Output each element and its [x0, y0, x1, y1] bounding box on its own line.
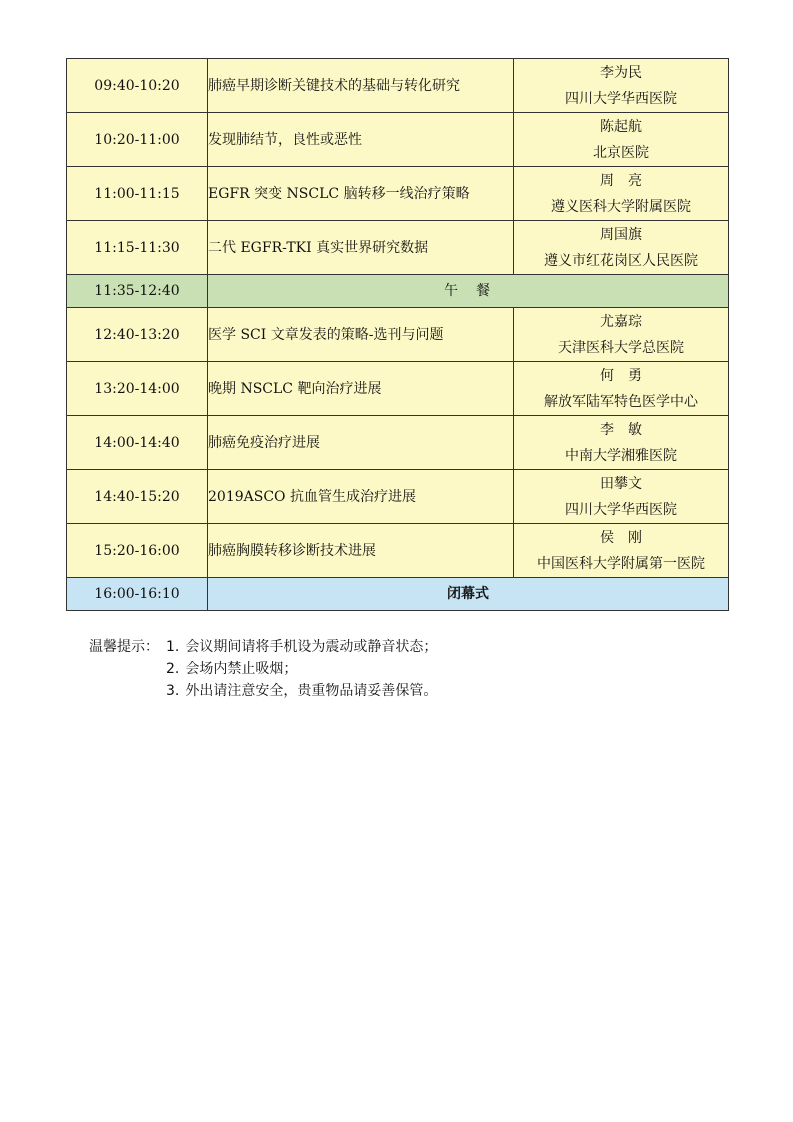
- note-text: 会场内禁止吸烟；: [185, 661, 298, 677]
- speaker-name: 李 敏: [600, 421, 642, 438]
- topic-cell: 二代 EGFR-TKI 真实世界研究数据: [208, 221, 514, 275]
- speaker-organization: 天津医科大学总医院: [558, 339, 684, 356]
- speaker-cell: [514, 167, 729, 221]
- time-cell: 14:00-14:40: [67, 416, 208, 470]
- schedule-row: [67, 167, 729, 221]
- note-text: 会议期间请将手机设为震动或静音状态；: [185, 639, 438, 655]
- speaker-organization: 北京医院: [593, 144, 649, 161]
- speaker-cell: [514, 221, 729, 275]
- speaker-cell: [514, 308, 729, 362]
- time-cell: 15:20-16:00: [67, 524, 208, 578]
- speaker-cell: [514, 113, 729, 167]
- lunch-row: [67, 275, 729, 308]
- topic-cell: 肺癌免疫治疗进展: [208, 416, 514, 470]
- topic-cell: 2019ASCO 抗血管生成治疗进展: [208, 470, 514, 524]
- time-cell: 13:20-14:00: [67, 362, 208, 416]
- speaker-name: 田攀文: [600, 475, 642, 492]
- note-number: 3.: [166, 683, 180, 699]
- note-number: 1.: [166, 639, 180, 655]
- schedule-table: [66, 58, 729, 611]
- schedule-row: [67, 524, 729, 578]
- schedule-row: [67, 113, 729, 167]
- time-cell: 10:20-11:00: [67, 113, 208, 167]
- speaker-name: 周 亮: [600, 172, 642, 189]
- speaker-name: 何 勇: [600, 367, 642, 384]
- speaker-organization: 中国医科大学附属第一医院: [537, 555, 705, 572]
- speaker-cell: [514, 59, 729, 113]
- note-number: 2.: [166, 661, 180, 677]
- speaker-name: 周国旗: [600, 226, 642, 243]
- speaker-cell: [514, 470, 729, 524]
- note-item-1: [89, 636, 437, 658]
- schedule-row: [67, 59, 729, 113]
- time-cell: 14:40-15:20: [67, 470, 208, 524]
- topic-cell: EGFR 突变 NSCLC 脑转移一线治疗策略: [208, 167, 514, 221]
- speaker-organization: 遵义医科大学附属医院: [551, 198, 691, 215]
- topic-cell: 晚期 NSCLC 靶向治疗进展: [208, 362, 514, 416]
- schedule-row: [67, 308, 729, 362]
- topic-cell: 肺癌早期诊断关键技术的基础与转化研究: [208, 59, 514, 113]
- closing-row: [67, 578, 729, 611]
- time-cell: 11:00-11:15: [67, 167, 208, 221]
- speaker-name: 李为民: [600, 64, 642, 81]
- note-item-3: [89, 680, 437, 702]
- speaker-organization: 解放军陆军特色医学中心: [544, 393, 698, 410]
- speaker-cell: [514, 524, 729, 578]
- time-cell: 09:40-10:20: [67, 59, 208, 113]
- speaker-cell: [514, 362, 729, 416]
- note-item-2: [89, 658, 437, 680]
- lunch-label: 午 餐: [208, 275, 729, 308]
- reminder-label: 温馨提示：: [89, 639, 159, 655]
- speaker-organization: 四川大学华西医院: [565, 90, 677, 107]
- reminder-notes: [89, 636, 437, 702]
- time-cell: 12:40-13:20: [67, 308, 208, 362]
- speaker-name: 侯 刚: [600, 529, 642, 546]
- topic-cell: 肺癌胸膜转移诊断技术进展: [208, 524, 514, 578]
- speaker-name: 陈起航: [600, 118, 642, 135]
- speaker-organization: 遵义市红花岗区人民医院: [544, 252, 698, 269]
- topic-cell: 发现肺结节，良性或恶性: [208, 113, 514, 167]
- schedule-row: [67, 470, 729, 524]
- speaker-organization: 四川大学华西医院: [565, 501, 677, 518]
- schedule-row: [67, 221, 729, 275]
- time-cell: 11:15-11:30: [67, 221, 208, 275]
- schedule-body: [67, 59, 729, 611]
- note-text: 外出请注意安全，贵重物品请妥善保管。: [185, 683, 438, 699]
- speaker-name: 尤嘉琮: [600, 313, 642, 330]
- schedule-row: [67, 362, 729, 416]
- speaker-organization: 中南大学湘雅医院: [565, 447, 677, 464]
- speaker-cell: [514, 416, 729, 470]
- schedule-row: [67, 416, 729, 470]
- topic-cell: 医学 SCI 文章发表的策略-选刊与问题: [208, 308, 514, 362]
- time-cell: 11:35-12:40: [67, 275, 208, 308]
- time-cell: 16:00-16:10: [67, 578, 208, 611]
- closing-ceremony-label: 闭幕式: [208, 578, 729, 611]
